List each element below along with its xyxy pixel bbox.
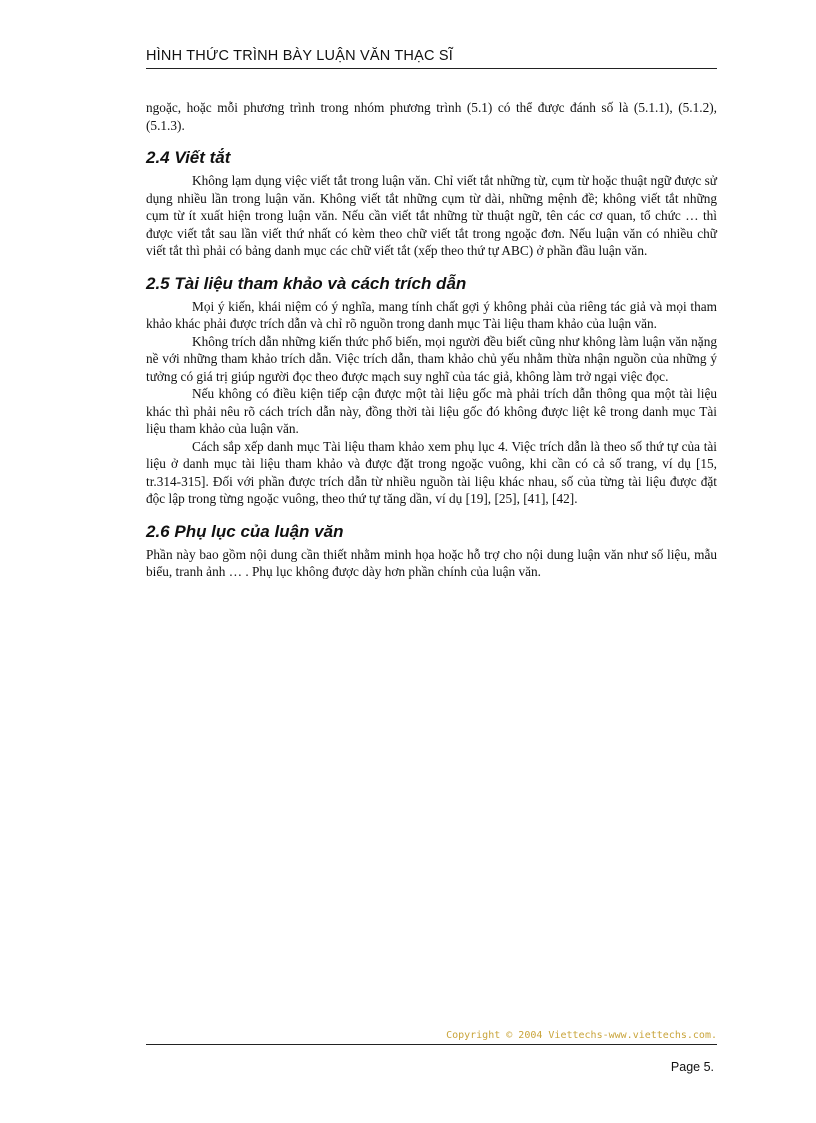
abbreviations-paragraph: Không lạm dụng việc viết tắt trong luận văn. Chỉ viết tắt những từ, cụm từ hoặc thuật ngữ được sử dụng nhiều lần trong luận văn. Không viết tắt những cụm từ dài, những mệnh đề; không viết tắt những cụm từ ít xuất hiện trong luận văn. Nếu cần viết tắt những từ thuật ngữ, tên các cơ quan, tổ chức … thì được viết tắt sau lần viết thứ nhất có kèm theo chữ viết tắt trong ngoặc đơn. Nếu luận văn có nhiều chữ viết tắt thì phải có bảng danh mục các chữ viết tắt (xếp theo thứ tự ABC) ở phần đầu luận văn. xyxy=(146,173,717,258)
section-heading-appendix: 2.6 Phụ lục của luận văn xyxy=(146,521,344,541)
references-paragraph-2: Không trích dẫn những kiến thức phổ biến, mọi người đều biết cũng như không làm luận văn nặng nề với những tham khảo trích dẫn. Việc trích dẫn, tham khảo chủ yếu nhằm thừa nhận nguồn của những ý tưởng có giá trị giúp người đọc theo được mạch suy nghĩ của tác giả, không làm trở ngại việc đọc. xyxy=(146,333,717,384)
footer-divider xyxy=(146,1044,717,1045)
section-heading-abbreviations: 2.4 Viết tắt xyxy=(146,148,231,167)
intro-paragraph: ngoặc, hoặc mỗi phương trình trong nhóm phương trình (5.1) có thể được đánh số là (5.1.1), (5.1.2), (5.1.3). xyxy=(146,100,717,133)
page-content xyxy=(146,99,717,581)
references-paragraph-3: Nếu không có điều kiện tiếp cận được một tài liệu gốc mà phải trích dẫn thông qua một tài liệu khác thì phải nêu rõ cách trích dẫn này, đồng thời tài liệu gốc đó không được liệt kê trong danh mục Tài liệu tham khảo của luận văn. xyxy=(146,386,717,436)
footer-copyright: Copyright © 2004 Viettechs-www.viettechs.com. xyxy=(446,1030,717,1041)
page-number: Page 5. xyxy=(670,1060,714,1074)
header-divider xyxy=(146,68,717,69)
references-paragraph-4: Cách sắp xếp danh mục Tài liệu tham khảo xem phụ lục 4. Việc trích dẫn là theo số thứ tự của tài liệu ở danh mục tài liệu tham khảo và được đặt trong ngoặc vuông, khi cần có cả số trang, ví dụ [15, tr.314-315]. Đối với phần được trích dẫn từ nhiều nguồn tài liệu khác nhau, số của từng tài liệu được đặt độc lập trong từng ngoặc vuông, theo thứ tự tăng dần, ví dụ [19], [25], [41], [42]. xyxy=(146,438,717,506)
running-header-title: HÌNH THỨC TRÌNH BÀY LUẬN VĂN THẠC SĨ xyxy=(146,48,453,64)
section-heading-references: 2.5 Tài liệu tham khảo và cách trích dẫn xyxy=(146,273,467,293)
references-paragraph-1: Mọi ý kiến, khái niệm có ý nghĩa, mang tính chất gợi ý không phải của riêng tác giả và mọi tham khảo khác phải được trích dẫn và chỉ rõ nguồn trong danh mục Tài liệu tham khảo của luận văn. xyxy=(146,298,717,331)
appendix-paragraph: Phần này bao gồm nội dung cần thiết nhằm minh họa hoặc hỗ trợ cho nội dung luận văn như số liệu, mẫu biểu, tranh ảnh … . Phụ lục không được dày hơn phần chính của luận văn. xyxy=(146,546,717,579)
